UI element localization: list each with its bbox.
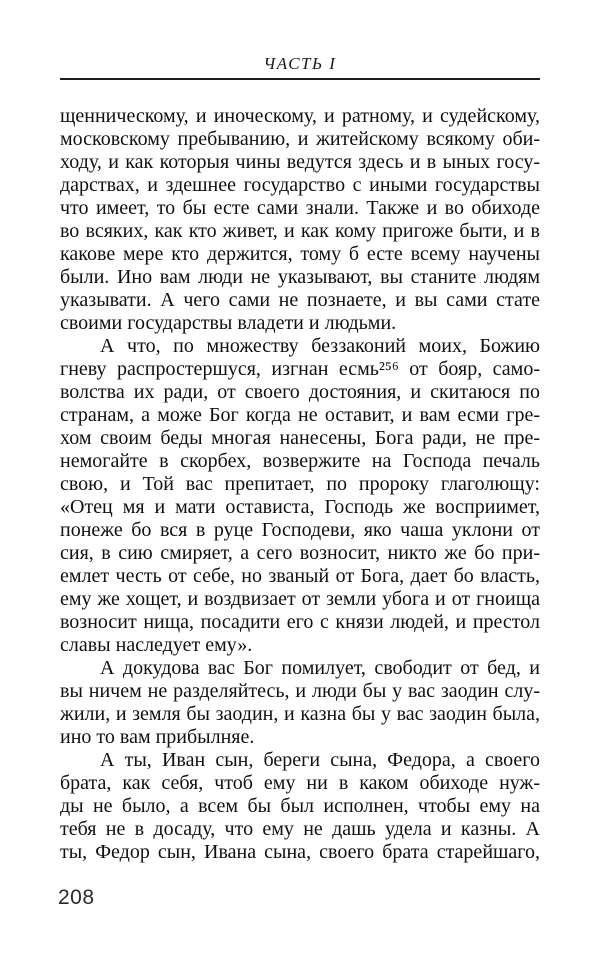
text-line: своими государствы владети и людьми. xyxy=(60,312,397,334)
text-line: понеже бо вся в руце Господеви, яко чаша уклони от xyxy=(60,519,540,541)
text-line: какове мере кто держится, тому б есте всему научены xyxy=(60,243,540,265)
text-line: возносит нища, посадити его с князи людей, и престол xyxy=(60,611,540,633)
text-line: сия, в сию смиряет, а сего возносит, никто же бо при- xyxy=(60,542,540,564)
text-line: странам, а може Бог когда не оставит, и вам есми гре- xyxy=(60,404,540,426)
text-line: указывати. А чего сами не познаете, и вы сами стате xyxy=(60,289,540,311)
text-line: А ты, Иван сын, береги сына, Федора, а своего xyxy=(100,749,540,771)
page-body xyxy=(60,105,540,864)
text-line: хом своим беды многая нанесены, Бога ради, не пре- xyxy=(60,427,540,449)
running-header: ЧАСТЬ I xyxy=(60,55,540,80)
text-line: ходу, и как которыя чины ведутся здесь и в ыных госу- xyxy=(60,151,540,173)
text-line: емлет честь от себе, но званый от Бога, дает бо власть, xyxy=(60,565,540,587)
paragraph xyxy=(60,105,540,335)
text-line: ты, Федор сын, Ивана сына, своего брата старейшаго, xyxy=(60,841,540,863)
page-number: 208 xyxy=(58,886,95,909)
text-line: славы наследует ему». xyxy=(60,634,253,656)
text-line: гневу распростершуся, изгнан есмь²⁵⁶ от бояр, само- xyxy=(60,358,540,380)
text-line: вы ничем не разделяйтесь, и люди бы у вас заодин слу- xyxy=(60,680,540,702)
text-line: были. Ино вам люди не указывают, вы станите людям xyxy=(60,266,540,288)
text-line: брата, как себя, чтоб ему ни в каком обиходе нуж- xyxy=(60,772,540,794)
text-line: А что, по множеству беззаконий моих, Божию xyxy=(100,335,540,357)
text-line: ды не было, а всем бы был исполнен, чтобы ему на xyxy=(60,795,540,817)
text-line: дарствах, и здешнее государство с иными государствы xyxy=(60,174,540,196)
text-line: жили, и земля бы заодин, и казна бы у вас заодин была, xyxy=(60,703,540,725)
text-line: щенническому, и иноческому, и ратному, и судейскому, xyxy=(60,105,540,127)
text-line: немогайте в скорбех, возвержите на Господа печаль xyxy=(60,450,540,472)
paragraph xyxy=(60,335,540,657)
text-line: свою, и Той вас препитает, по пророку глаголющу: xyxy=(60,473,540,495)
text-line: ино то вам прибылняе. xyxy=(60,726,255,748)
paragraph xyxy=(60,749,540,864)
text-line: тебя не в досаду, что ему не дашь удела и казны. А xyxy=(60,818,540,840)
text-line: что имеет, то бы есте сами знали. Также и во обиходе xyxy=(60,197,540,219)
text-line: волства их ради, от своего достояния, и скитаюся по xyxy=(60,381,540,403)
text-line: московскому пребыванию, и житейскому всякому оби- xyxy=(60,128,540,150)
text-line: ему же хощет, и воздвизает от земли убога и от гноища xyxy=(60,588,540,610)
text-line: во всяких, как кто живет, и как кому пригоже быти, и в xyxy=(60,220,540,242)
text-line: А докудова вас Бог помилует, свободит от бед, и xyxy=(100,657,540,679)
text-line: «Отец мя и мати остависта, Господь же восприимет, xyxy=(60,496,540,518)
paragraph xyxy=(60,657,540,749)
